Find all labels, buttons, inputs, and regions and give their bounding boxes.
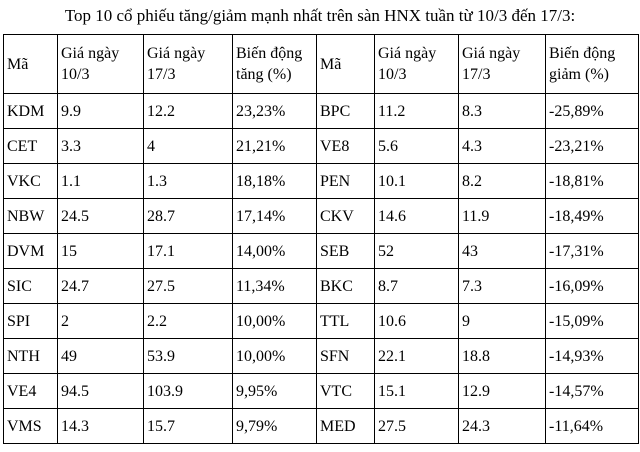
value-cell: 1.3 [144,164,233,199]
value-cell: 18.8 [459,339,546,374]
value-cell: 103.9 [144,374,233,409]
value-cell: 10.6 [375,304,459,339]
value-cell: 21,21% [233,129,317,164]
table-body [4,94,639,444]
value-cell: 15.7 [144,409,233,444]
value-cell: -16,09% [546,269,639,304]
value-cell: -15,09% [546,304,639,339]
stock-code-cell: SEB [317,234,375,269]
page-title: Top 10 cổ phiếu tăng/giảm mạnh nhất trên sàn HNX tuần từ 10/3 đến 17/3: [64,6,576,25]
value-cell: 53.9 [144,339,233,374]
value-cell: 43 [459,234,546,269]
value-cell: 10,00% [233,339,317,374]
table-row [4,94,639,129]
value-cell: 24.5 [58,199,144,234]
value-cell: -14,57% [546,374,639,409]
column-header: Giá ngày 10/3 [58,35,144,94]
value-cell: 1.1 [58,164,144,199]
stock-code-cell: NTH [4,339,58,374]
stock-code-cell: CKV [317,199,375,234]
value-cell: 8.3 [459,94,546,129]
value-cell: 17.1 [144,234,233,269]
value-cell: -25,89% [546,94,639,129]
value-cell: 4 [144,129,233,164]
table-row [4,374,639,409]
value-cell: 5.6 [375,129,459,164]
value-cell: 23,23% [233,94,317,129]
value-cell: 27.5 [375,409,459,444]
value-cell: -23,21% [546,129,639,164]
table-row [4,304,639,339]
value-cell: -18,81% [546,164,639,199]
value-cell: 8.2 [459,164,546,199]
column-header-code: Mã [4,35,58,94]
value-cell: 14,00% [233,234,317,269]
stock-code-cell: VTC [317,374,375,409]
table-header [4,35,639,94]
stock-code-cell: NBW [4,199,58,234]
table-row [4,129,639,164]
table-row [4,234,639,269]
value-cell: 3.3 [58,129,144,164]
value-cell: 10,00% [233,304,317,339]
value-cell: 9 [459,304,546,339]
value-cell: 18,18% [233,164,317,199]
value-cell: 24.3 [459,409,546,444]
stock-code-cell: DVM [4,234,58,269]
value-cell: 11.2 [375,94,459,129]
value-cell: 17,14% [233,199,317,234]
value-cell: 52 [375,234,459,269]
value-cell: 12.2 [144,94,233,129]
stock-code-cell: BKC [317,269,375,304]
table-row [4,269,639,304]
stock-code-cell: SFN [317,339,375,374]
table-row [4,199,639,234]
value-cell: 15.1 [375,374,459,409]
value-cell: -11,64% [546,409,639,444]
stock-code-cell: BPC [317,94,375,129]
value-cell: -14,93% [546,339,639,374]
stock-code-cell: SIC [4,269,58,304]
value-cell: 10.1 [375,164,459,199]
value-cell: 12.9 [459,374,546,409]
stock-code-cell: SPI [4,304,58,339]
stock-code-cell: VKC [4,164,58,199]
stock-code-cell: KDM [4,94,58,129]
header-row [4,35,639,94]
value-cell: -18,49% [546,199,639,234]
table-row [4,409,639,444]
value-cell: 14.6 [375,199,459,234]
column-header: Biến động tăng (%) [233,35,317,94]
value-cell: 9,95% [233,374,317,409]
value-cell: 8.7 [375,269,459,304]
table-row [4,339,639,374]
column-header: Giá ngày 17/3 [144,35,233,94]
stock-code-cell: CET [4,129,58,164]
value-cell: 15 [58,234,144,269]
value-cell: 14.3 [58,409,144,444]
stocks-table [3,34,639,444]
stock-code-cell: PEN [317,164,375,199]
value-cell: 7.3 [459,269,546,304]
column-header: Giá ngày 10/3 [375,35,459,94]
column-header: Giá ngày 17/3 [459,35,546,94]
column-header: Biến động giảm (%) [546,35,639,94]
stock-code-cell: VMS [4,409,58,444]
stock-code-cell: MED [317,409,375,444]
value-cell: 4.3 [459,129,546,164]
value-cell: -17,31% [546,234,639,269]
value-cell: 24.7 [58,269,144,304]
value-cell: 2 [58,304,144,339]
table-row [4,164,639,199]
value-cell: 28.7 [144,199,233,234]
value-cell: 94.5 [58,374,144,409]
stock-code-cell: VE8 [317,129,375,164]
value-cell: 27.5 [144,269,233,304]
column-header-code: Mã [317,35,375,94]
value-cell: 9,79% [233,409,317,444]
value-cell: 22.1 [375,339,459,374]
value-cell: 2.2 [144,304,233,339]
value-cell: 11,34% [233,269,317,304]
value-cell: 9.9 [58,94,144,129]
value-cell: 11.9 [459,199,546,234]
value-cell: 49 [58,339,144,374]
stock-code-cell: VE4 [4,374,58,409]
stock-code-cell: TTL [317,304,375,339]
